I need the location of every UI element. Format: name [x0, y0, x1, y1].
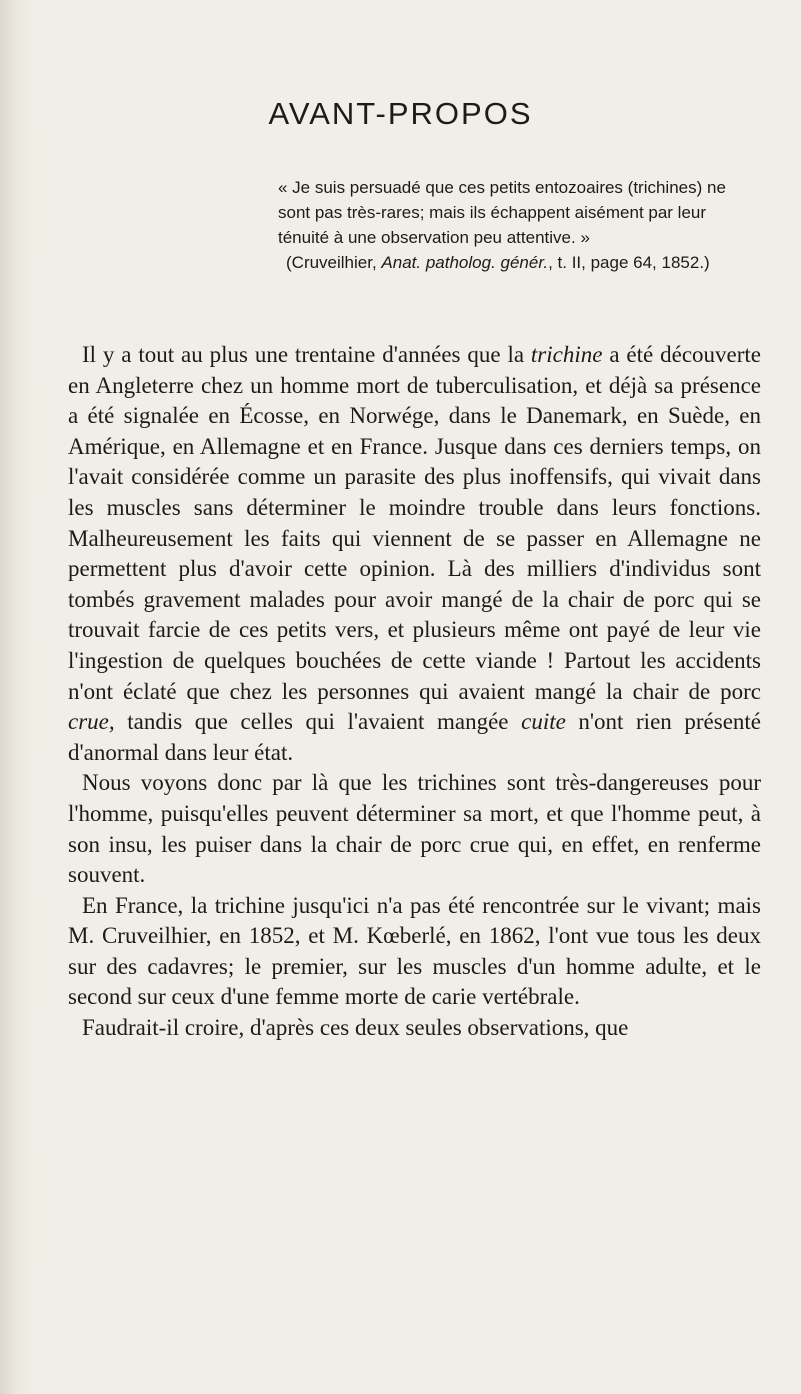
- epigraph: [278, 175, 748, 275]
- paragraph-4: Faudrait-il croire, d'après ces deux seules observations, que: [82, 1015, 629, 1041]
- epigraph-source-prefix: (Cruveilhier,: [286, 253, 382, 272]
- paragraph-3: En France, la trichine jusqu'ici n'a pas été rencontrée sur le vivant; mais M. Cruveilhier, en 1852, et M. Kœberlé, en 1862, l'ont vue tous les deux sur des cadavres; le premier, sur les muscles d'un homme adulte, et le second sur ceux d'une femme morte de carie vertébrale.: [68, 892, 761, 1010]
- paragraph-2: Nous voyons donc par là que les trichines sont très-dangereuses pour l'homme, puisqu'elles peuvent déterminer sa mort, et que l'homme peut, à son insu, les puiser dans la chair de porc crue qui, en effet, en renferme souvent.: [68, 770, 761, 888]
- paragraph-1-part-3: tandis que celles qui l'avaient mangée: [114, 709, 522, 735]
- page-gutter-shadow: [0, 0, 34, 1394]
- page-title: AVANT-PROPOS: [268, 96, 533, 131]
- epigraph-source-suffix: , t. II, page 64, 1852.): [548, 253, 710, 272]
- epigraph-source-work: Anat. patholog. génér.: [381, 253, 549, 272]
- paragraph-1-part-2: a été découverte en Angleterre chez un homme mort de tuberculisation, et déjà sa présence a été signalée en Écosse, en Norwége, dans le Danemark, en Suède, en Amérique, en Allemagne et en France. Jusque dans ces derniers temps, on l'avait considérée comme un parasite des plus inoffensifs, qui vivait dans les muscles sans déterminer le moindre trouble dans leurs fonctions. Malheureusement les faits qui viennent de se passer en Allemagne ne permettent plus d'avoir cette opinion. Là des milliers d'individus sont tombés gravement malades pour avoir mangé de la chair de porc qui se trouvait farcie de ces petits vers, et plusieurs même ont payé de leur vie l'ingestion de quelques bouchées de cette viande ! Partout les accidents n'ont éclaté que chez les personnes qui avaient mangé la chair de porc: [68, 342, 761, 704]
- paragraph-1: [68, 340, 761, 768]
- epigraph-quote: « Je suis persuadé que ces petits entozoaires (trichines) ne sont pas très-rares; mais ils échappent aisément par leur ténuité à une observation peu attentive. »: [278, 178, 726, 247]
- paragraph-1-italic-trichine: trichine: [530, 342, 603, 367]
- main-text: [68, 340, 761, 1044]
- paragraph-1-part-1: Il y a tout au plus une trentaine d'années que la: [82, 342, 531, 367]
- paragraph-1-italic-cuite: cuite: [521, 709, 566, 735]
- paragraph-1-part-4: n'ont rien présenté d'anormal dans leur état.: [68, 709, 761, 765]
- paragraph-1-italic-crue: crue,: [68, 709, 115, 735]
- epigraph-source: [278, 250, 748, 275]
